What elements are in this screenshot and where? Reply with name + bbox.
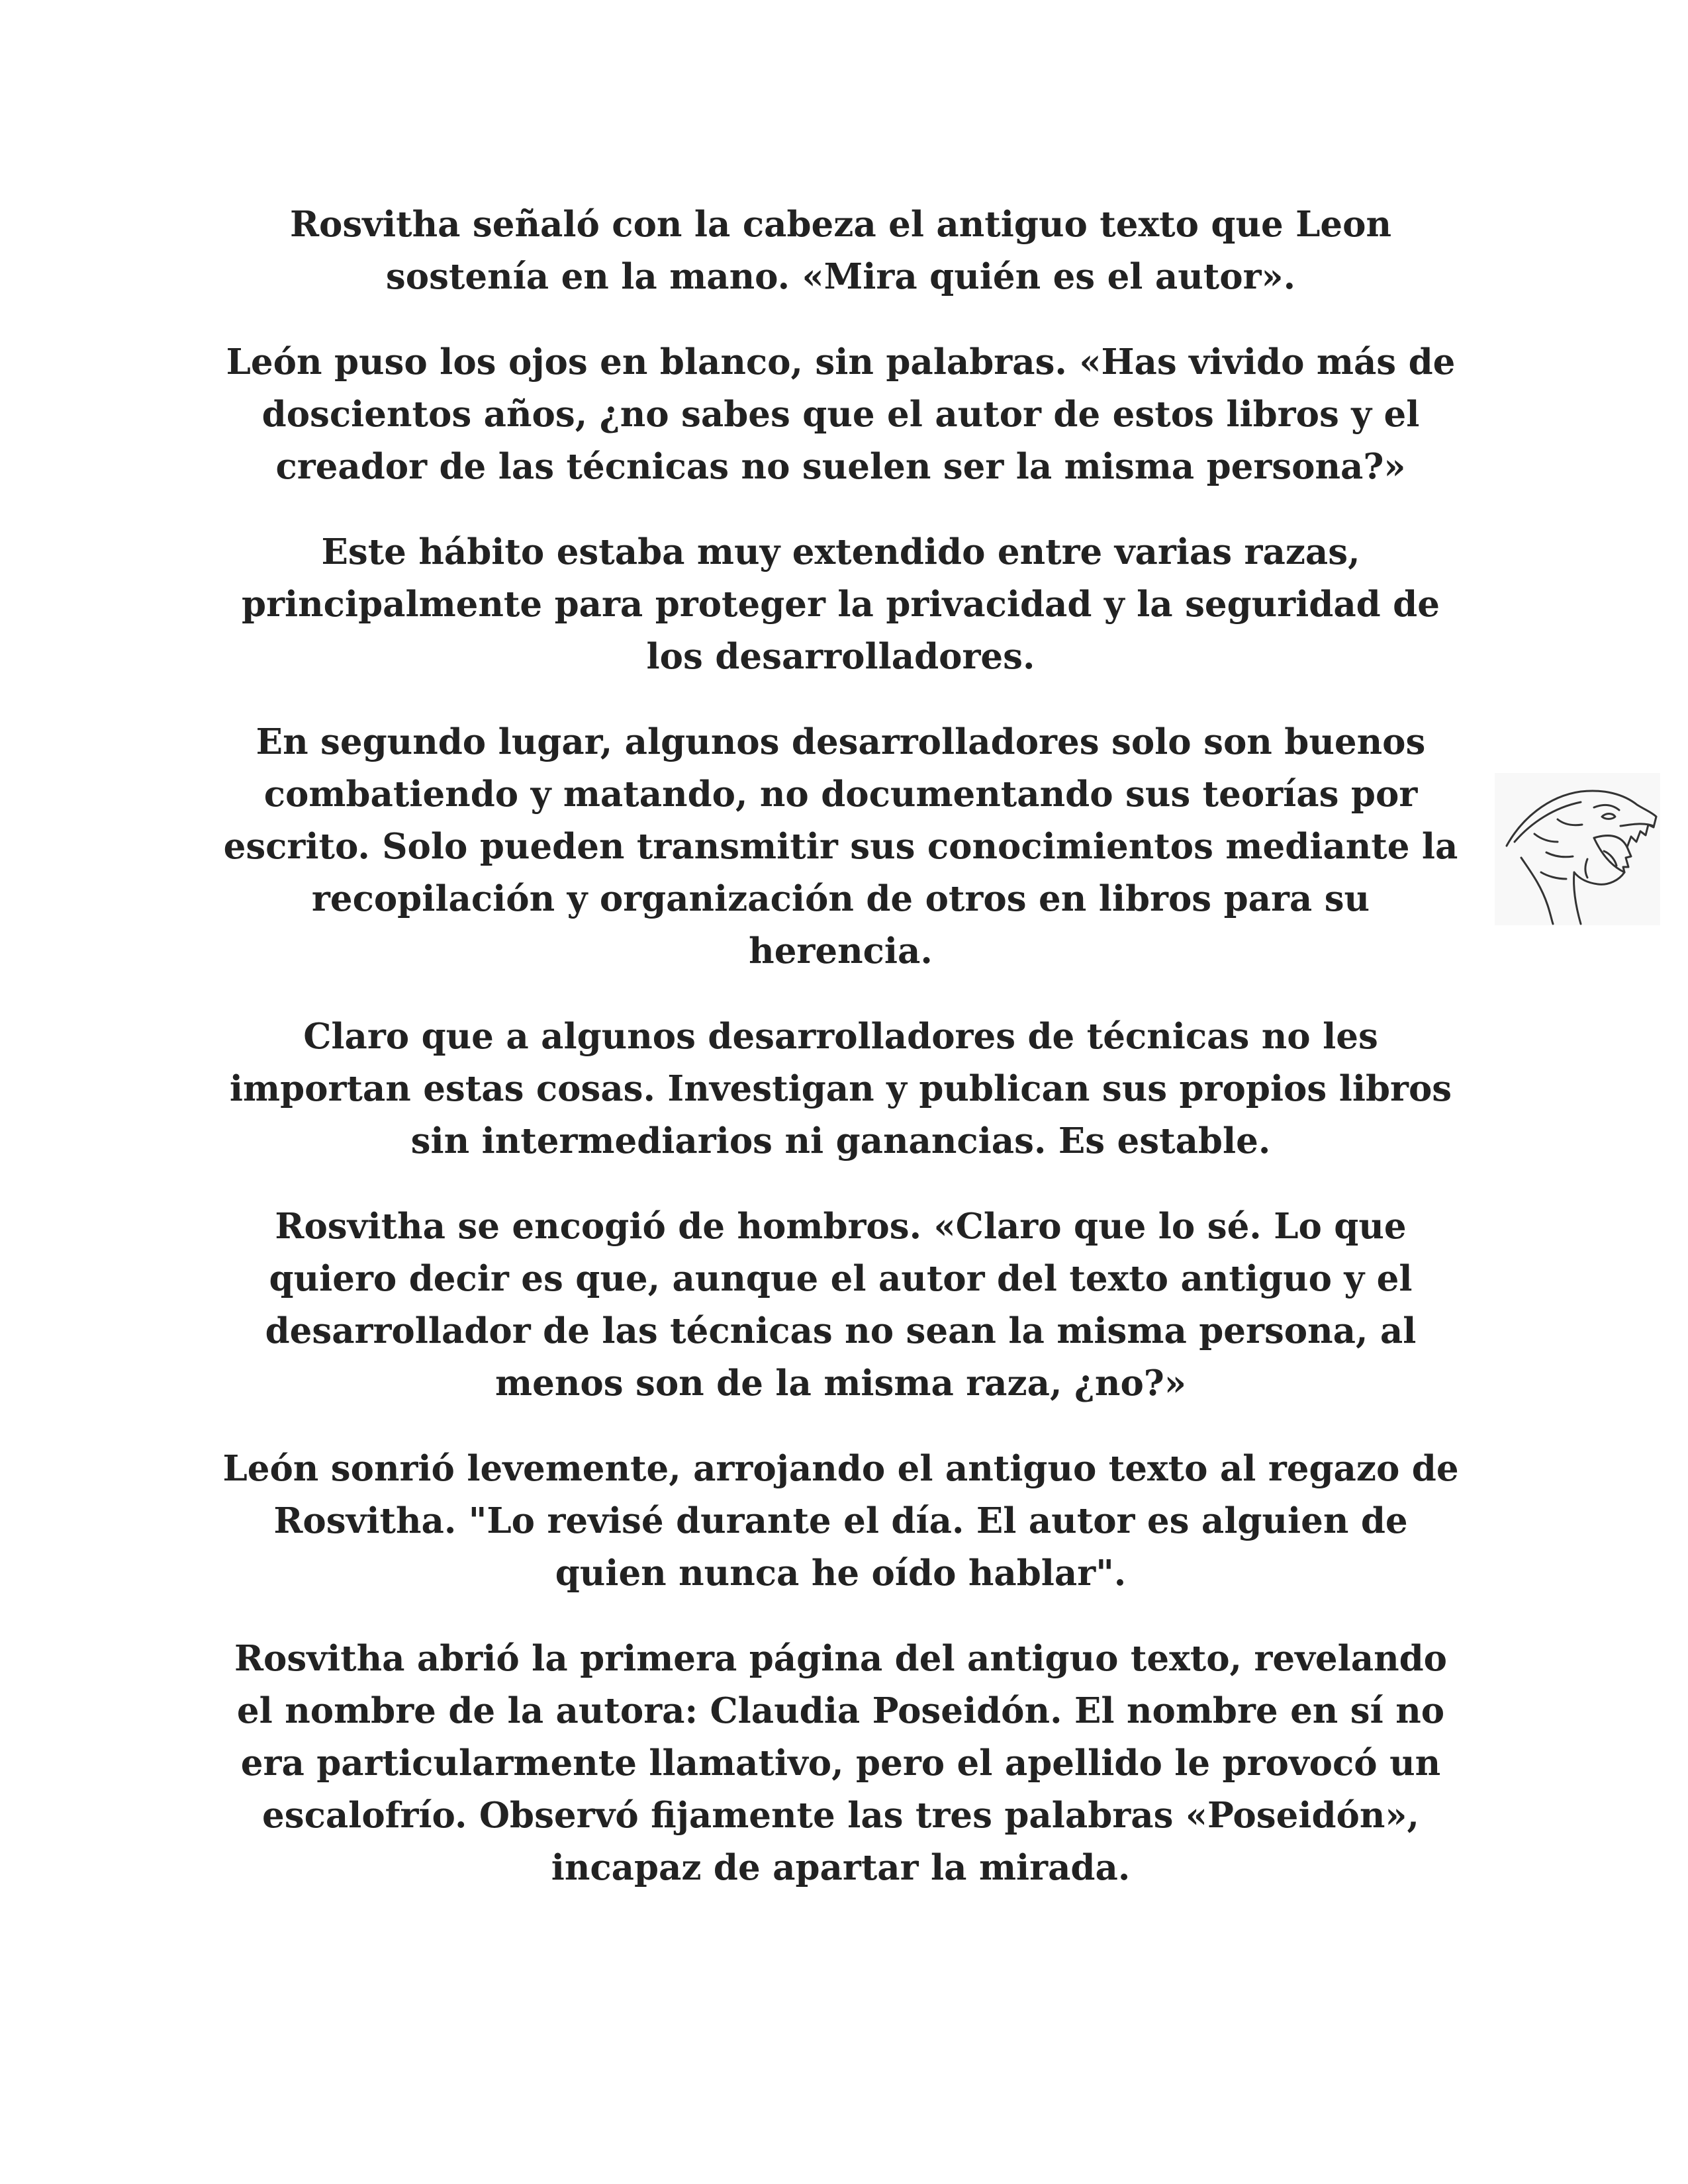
paragraph-line: el nombre de la autora: Claudia Poseidón. El nombre en sí no bbox=[236, 1690, 1445, 1731]
paragraph-line: principalmente para proteger la privacidad y la seguridad de bbox=[242, 584, 1440, 625]
paragraph-line: Rosvitha señaló con la cabeza el antiguo texto que Leon bbox=[289, 204, 1392, 245]
paragraph-6 bbox=[218, 1201, 1463, 1410]
paragraph-2 bbox=[218, 336, 1463, 493]
paragraph-4 bbox=[218, 716, 1463, 978]
paragraph-line: Este hábito estaba muy extendido entre varias razas, bbox=[321, 531, 1360, 572]
dinosaur-sketch-drawing bbox=[1495, 773, 1660, 925]
paragraph-line: León sonrió levemente, arrojando el antiguo texto al regazo de bbox=[222, 1448, 1459, 1489]
paragraph-line: recopilación y organización de otros en libros para su bbox=[311, 878, 1370, 919]
paragraph-line: los desarrolladores. bbox=[646, 636, 1035, 677]
paragraph-5 bbox=[218, 1011, 1463, 1167]
paragraph-3 bbox=[218, 526, 1463, 683]
paragraph-line: escrito. Solo pueden transmitir sus conocimientos mediante la bbox=[223, 826, 1458, 867]
paragraph-line: León puso los ojos en blanco, sin palabras. «Has vivido más de bbox=[226, 341, 1456, 383]
paragraph-line: era particularmente llamativo, pero el apellido le provocó un bbox=[240, 1743, 1441, 1784]
paragraph-line: importan estas cosas. Investigan y publican sus propios libros bbox=[229, 1068, 1452, 1109]
paragraph-line: quiero decir es que, aunque el autor del texto antiguo y el bbox=[269, 1258, 1413, 1299]
paragraph-line: herencia. bbox=[749, 931, 933, 972]
document-body bbox=[218, 199, 1463, 1894]
paragraph-1 bbox=[218, 199, 1463, 303]
paragraph-line: desarrollador de las técnicas no sean la misma persona, al bbox=[265, 1310, 1417, 1351]
paragraph-line: sin intermediarios ni ganancias. Es estable. bbox=[410, 1120, 1271, 1161]
paragraph-line: En segundo lugar, algunos desarrolladores solo son buenos bbox=[256, 721, 1426, 762]
paragraph-line: creador de las técnicas no suelen ser la misma persona?» bbox=[275, 446, 1406, 487]
paragraph-line: incapaz de apartar la mirada. bbox=[551, 1847, 1131, 1888]
paragraph-line: Claro que a algunos desarrolladores de técnicas no les bbox=[303, 1016, 1378, 1057]
paragraph-line: escalofrío. Observó fijamente las tres palabras «Poseidón», bbox=[262, 1795, 1419, 1836]
paragraph-line: Rosvitha se encogió de hombros. «Claro que lo sé. Lo que bbox=[275, 1206, 1407, 1247]
dinosaur-sketch-icon bbox=[1495, 773, 1660, 925]
paragraph-line: combatiendo y matando, no documentando sus teorías por bbox=[263, 774, 1418, 815]
paragraph-line: Rosvitha. "Lo revisé durante el día. El autor es alguien de bbox=[273, 1500, 1408, 1541]
paragraph-8 bbox=[218, 1633, 1463, 1894]
paragraph-line: doscientos años, ¿no sabes que el autor de estos libros y el bbox=[261, 394, 1420, 435]
paragraph-7 bbox=[218, 1443, 1463, 1600]
paragraph-line: menos son de la misma raza, ¿no?» bbox=[495, 1363, 1186, 1404]
paragraph-line: Rosvitha abrió la primera página del antiguo texto, revelando bbox=[234, 1638, 1448, 1679]
paragraph-line: sostenía en la mano. «Mira quién es el autor». bbox=[385, 256, 1296, 297]
paragraph-line: quien nunca he oído hablar". bbox=[555, 1553, 1127, 1594]
